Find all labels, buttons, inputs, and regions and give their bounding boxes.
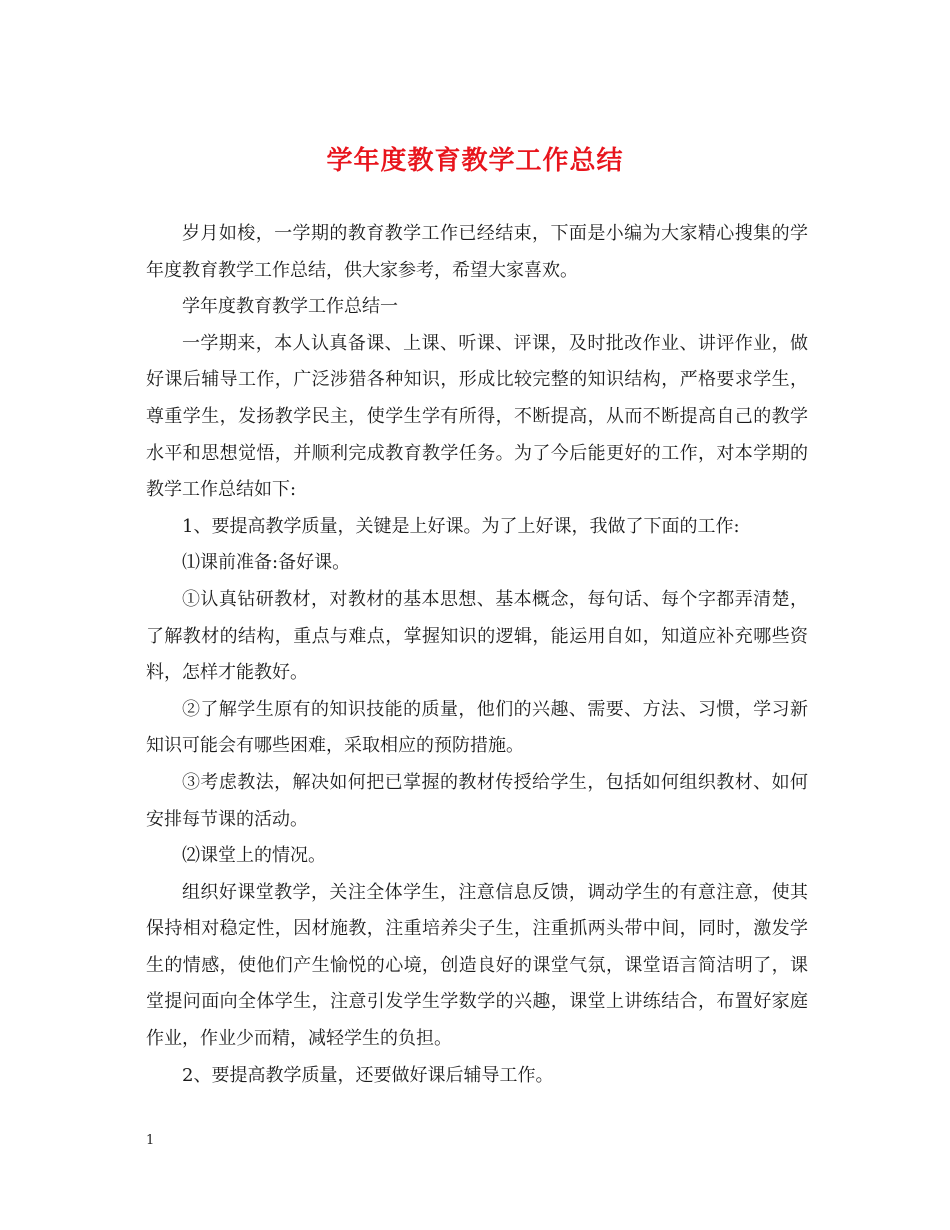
paragraph-subpoint-1: ⑴课前准备:备好课。 bbox=[182, 552, 351, 574]
paragraph-point-1: 1、要提高教学质量，关键是上好课。为了上好课，我做了下面的工作: bbox=[182, 515, 740, 537]
paragraph-classroom: 组织好课堂教学，关注全体学生，注意信息反馈，调动学生的有意注意，使其保持相对稳定性，因材施教，注重培养尖子生，注重抓两头带中间，同时，激发学生的情感，使他们产生愉悦的心境，创造良好的课堂气氛，课堂语言简洁明了，课堂提问面向全体学生，注意引发学生学数学的兴趣，课堂上讲练结合，布置好家庭作业，作业少而精，减轻学生的负担。 bbox=[146, 881, 808, 1050]
document-body bbox=[146, 216, 808, 1094]
paragraph-item-3: ③考虑教法，解决如何把已掌握的教材传授给学生，包括如何组织教材、如何安排每节课的活动。 bbox=[146, 771, 808, 830]
paragraph-point-2: 2、要提高教学质量，还要做好课后辅导工作。 bbox=[182, 1064, 554, 1086]
paragraph-item-1: ①认真钻研教材，对教材的基本思想、基本概念，每句话、每个字都弄清楚，了解教材的结构，重点与难点，掌握知识的逻辑，能运用自如，知道应补充哪些资料，怎样才能教好。 bbox=[146, 588, 808, 684]
document-title: 学年度教育教学工作总结 bbox=[326, 146, 624, 176]
paragraph-overview: 一学期来，本人认真备课、上课、听课、评课，及时批改作业、讲评作业，做好课后辅导工作，广泛涉猎各种知识，形成比较完整的知识结构，严格要求学生，尊重学生，发扬教学民主，使学生学有所得，不断提高，从而不断提高自己的教学水平和思想觉悟，并顺利完成教育教学任务。为了今后能更好的工作，对本学期的教学工作总结如下: bbox=[146, 332, 808, 501]
paragraph-intro: 岁月如梭，一学期的教育教学工作已经结束，下面是小编为大家精心搜集的学年度教育教学工作总结，供大家参考，希望大家喜欢。 bbox=[146, 223, 808, 281]
paragraph-item-2: ②了解学生原有的知识技能的质量，他们的兴趣、需要、方法、习惯，学习新知识可能会有哪些困难，采取相应的预防措施。 bbox=[146, 698, 808, 757]
paragraph-section-heading: 学年度教育教学工作总结一 bbox=[182, 296, 398, 318]
page-number: 1 bbox=[146, 1133, 155, 1148]
paragraph-subpoint-2: ⑵课堂上的情况。 bbox=[182, 845, 326, 867]
